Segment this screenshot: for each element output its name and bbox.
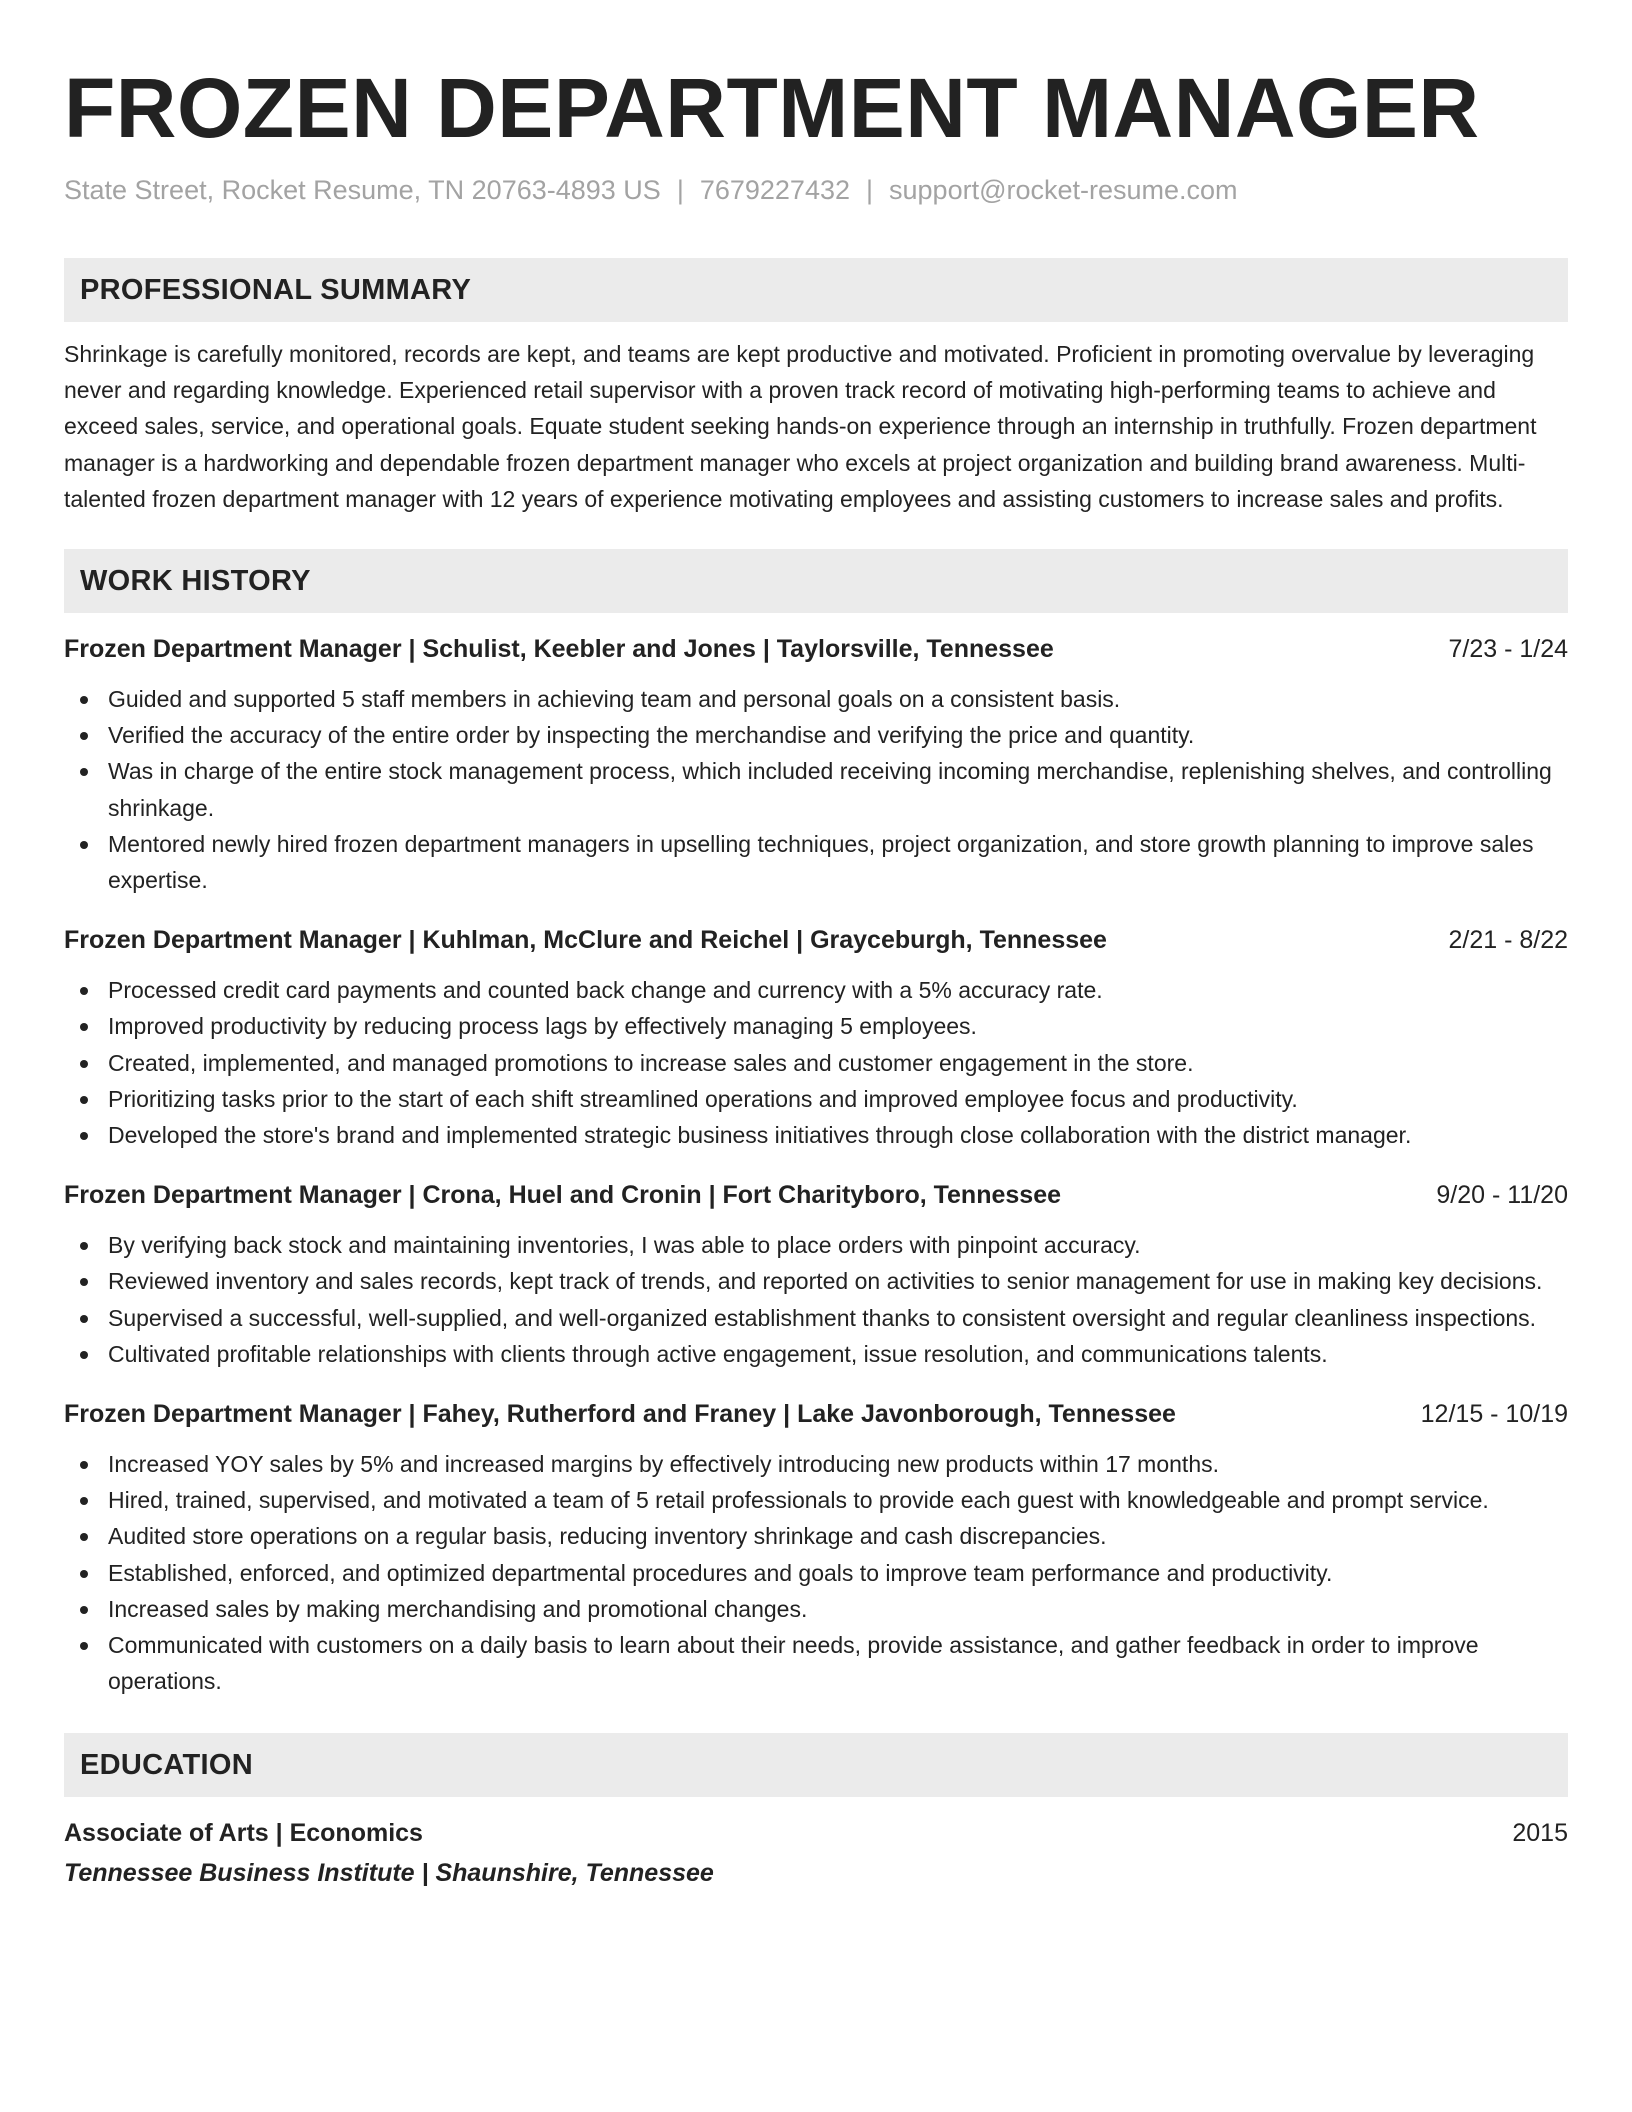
job-dates: 9/20 - 11/20	[1436, 1181, 1568, 1210]
section-heading-education: EDUCATION	[64, 1733, 1568, 1797]
job-bullets	[64, 1227, 1568, 1372]
job-bullet: Increased YOY sales by 5% and increased margins by effectively introducing new products within 17 months.	[64, 1446, 1568, 1482]
job-entry	[64, 1177, 1568, 1372]
education-entry	[64, 1815, 1568, 1891]
contact-separator: |	[676, 175, 684, 205]
section-heading-work-history: WORK HISTORY	[64, 549, 1568, 613]
job-entry	[64, 922, 1568, 1153]
job-header	[64, 1396, 1568, 1432]
contact-line	[64, 172, 1568, 208]
job-bullet: Prioritizing tasks prior to the start of each shift streamlined operations and improved employee focus and productivity.	[64, 1081, 1568, 1117]
job-header	[64, 631, 1568, 667]
job-bullet: Mentored newly hired frozen department managers in upselling techniques, project organization, and store growth planning to improve sales expertise.	[64, 826, 1568, 898]
job-title: Frozen Department Manager | Kuhlman, McClure and Reichel | Grayceburgh, Tennessee	[64, 926, 1107, 955]
job-bullets	[64, 681, 1568, 898]
education-year: 2015	[1512, 1819, 1568, 1848]
job-bullet: Cultivated profitable relationships with clients through active engagement, issue resolution, and communications talents.	[64, 1336, 1568, 1372]
section-heading-summary: PROFESSIONAL SUMMARY	[64, 258, 1568, 322]
resume-name-heading: FROZEN DEPARTMENT MANAGER	[64, 61, 1480, 155]
job-bullet: By verifying back stock and maintaining inventories, I was able to place orders with pinpoint accuracy.	[64, 1227, 1568, 1263]
job-bullet: Processed credit card payments and counted back change and currency with a 5% accuracy rate.	[64, 972, 1568, 1008]
job-entry	[64, 1396, 1568, 1699]
job-header	[64, 1177, 1568, 1213]
job-bullets	[64, 972, 1568, 1153]
job-bullet: Developed the store's brand and implemented strategic business initiatives through close collaboration with the district manager.	[64, 1117, 1568, 1153]
job-bullets	[64, 1446, 1568, 1699]
job-bullet: Hired, trained, supervised, and motivated a team of 5 retail professionals to provide each guest with knowledgeable and prompt service.	[64, 1482, 1568, 1518]
job-bullet: Improved productivity by reducing process lags by effectively managing 5 employees.	[64, 1008, 1568, 1044]
education-school: Tennessee Business Institute | Shaunshire, Tennessee	[64, 1859, 714, 1888]
job-dates: 12/15 - 10/19	[1420, 1400, 1568, 1429]
job-entry	[64, 631, 1568, 898]
job-bullet: Guided and supported 5 staff members in achieving team and personal goals on a consistent basis.	[64, 681, 1568, 717]
job-title: Frozen Department Manager | Fahey, Rutherford and Franey | Lake Javonborough, Tennessee	[64, 1400, 1176, 1429]
contact-phone: 7679227432	[699, 175, 850, 205]
job-bullet: Established, enforced, and optimized departmental procedures and goals to improve team performance and productivity.	[64, 1555, 1568, 1591]
education-degree: Associate of Arts | Economics	[64, 1819, 423, 1848]
job-bullet: Increased sales by making merchandising and promotional changes.	[64, 1591, 1568, 1627]
job-dates: 7/23 - 1/24	[1448, 635, 1568, 664]
job-header	[64, 922, 1568, 958]
job-title: Frozen Department Manager | Crona, Huel and Cronin | Fort Charityboro, Tennessee	[64, 1181, 1061, 1210]
contact-email: support@rocket-resume.com	[889, 175, 1238, 205]
job-bullet: Created, implemented, and managed promotions to increase sales and customer engagement in the store.	[64, 1045, 1568, 1081]
job-bullet: Verified the accuracy of the entire order by inspecting the merchandise and verifying the price and quantity.	[64, 717, 1568, 753]
job-bullet: Audited store operations on a regular basis, reducing inventory shrinkage and cash discrepancies.	[64, 1518, 1568, 1554]
job-bullet: Reviewed inventory and sales records, kept track of trends, and reported on activities to senior management for use in making key decisions.	[64, 1263, 1568, 1299]
contact-address: State Street, Rocket Resume, TN 20763-4893 US	[64, 175, 661, 205]
job-title: Frozen Department Manager | Schulist, Keebler and Jones | Taylorsville, Tennessee	[64, 635, 1054, 664]
job-dates: 2/21 - 8/22	[1448, 926, 1568, 955]
education-header	[64, 1815, 1568, 1851]
summary-text: Shrinkage is carefully monitored, records are kept, and teams are kept productive and motivated. Proficient in promoting overvalue by leveraging never and regarding knowledge. Experienced retail supervisor with a proven track record of motivating high-performing teams to achieve and exceed sales, service, and operational goals. Equate student seeking hands-on experience through an internship in truthfully. Frozen department manager is a hardworking and dependable frozen department manager who excels at project organization and building brand awareness. Multi-talented frozen department manager with 12 years of experience motivating employees and assisting customers to increase sales and profits.	[64, 341, 1537, 512]
job-bullet: Communicated with customers on a daily basis to learn about their needs, provide assistance, and gather feedback in order to improve operations.	[64, 1627, 1568, 1699]
job-bullet: Supervised a successful, well-supplied, and well-organized establishment thanks to consistent oversight and regular cleanliness inspections.	[64, 1300, 1568, 1336]
contact-separator: |	[866, 175, 874, 205]
job-bullet: Was in charge of the entire stock management process, which included receiving incoming merchandise, replenishing shelves, and controlling shrinkage.	[64, 753, 1568, 825]
